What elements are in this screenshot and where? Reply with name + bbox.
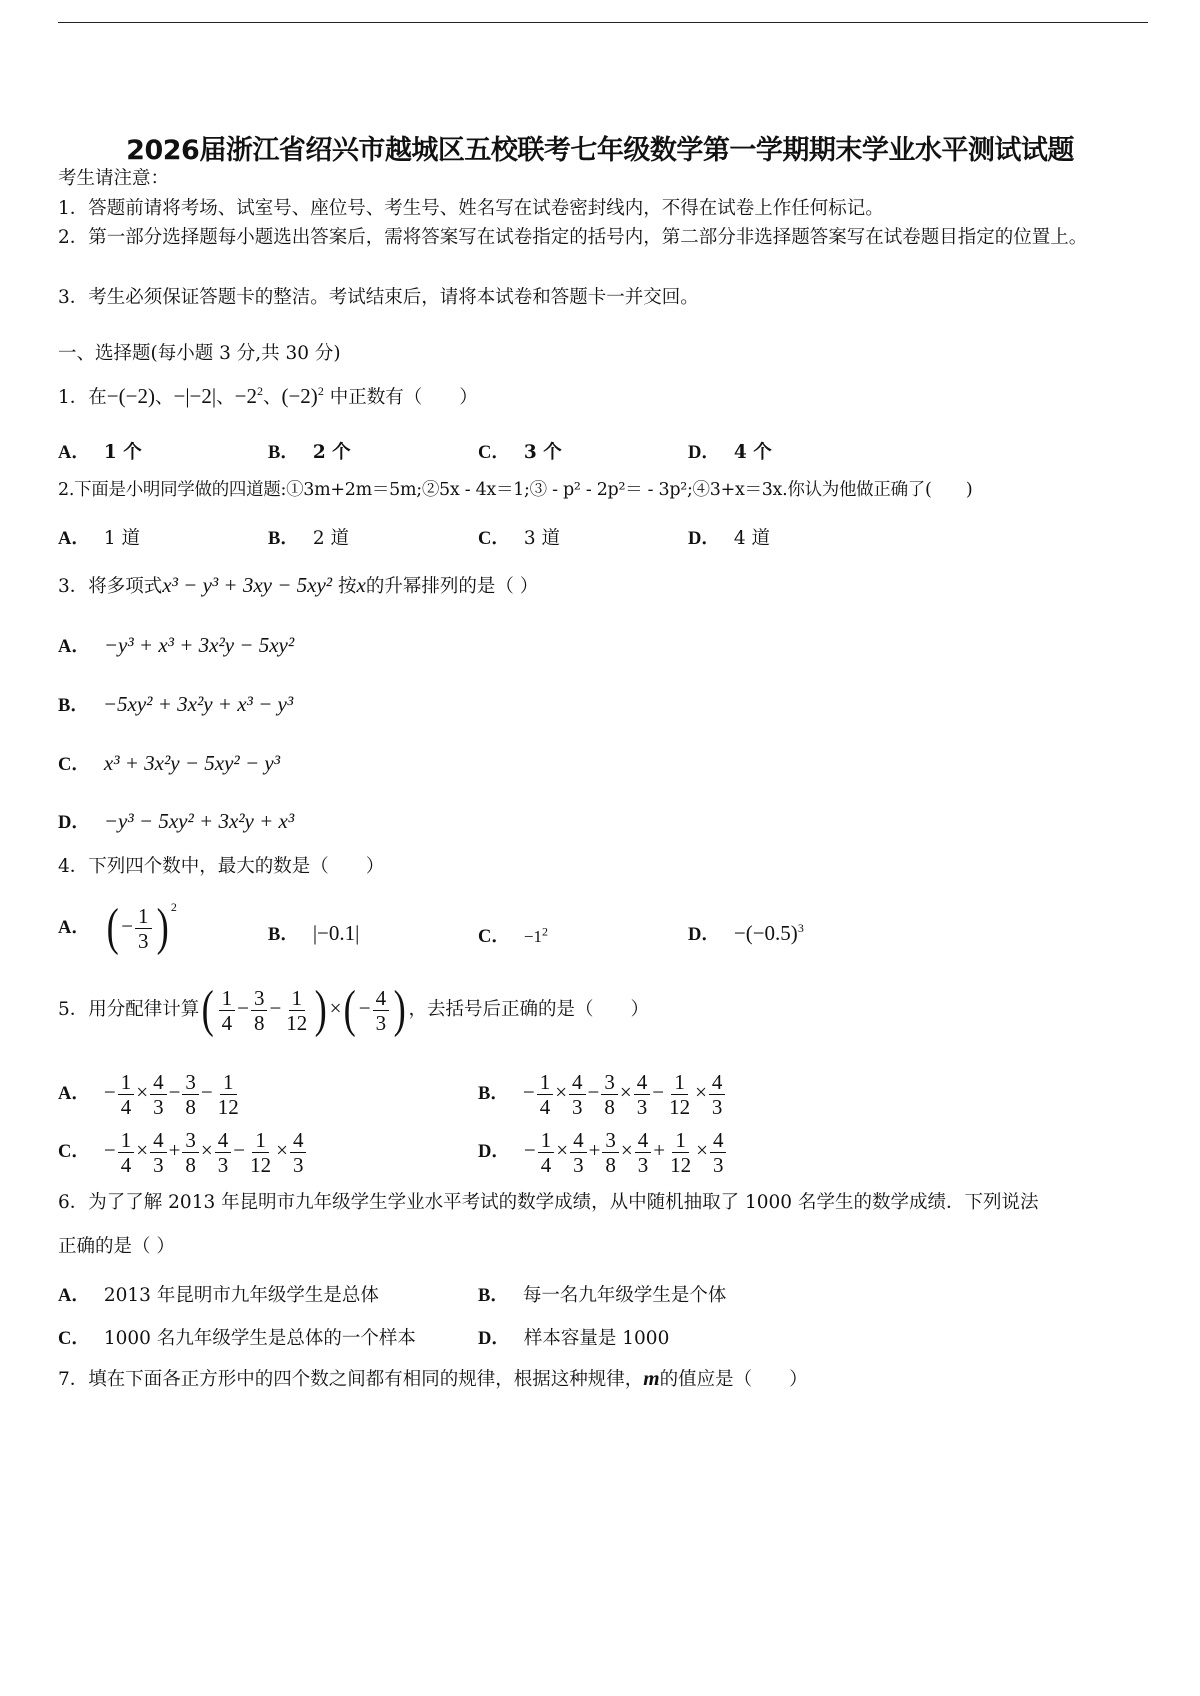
q5-option-a: A． − $\frac{1}{4}$ × $\frac{4}{3}$ − $\frac{3}{8}$ − $\frac{1}{12}$ [58,1070,239,1119]
q4-option-a: A． ( − $\frac{1}{3}$ ) $^2$ [58,899,177,957]
q1-option-c: C． 3 个 [478,442,562,463]
notice-item-1: 1．答题前请将考场、试室号、座位号、考生号、姓名写在试卷密封线内，不得在试卷上作任何标记。 [58,198,884,219]
question-3: 3．将多项式x³ − y³ + 3xy − 5xy² 按x的升幂排列的是（ ） [58,573,539,597]
q4-option-d: D． $-(-0.5)^3$ [688,921,804,945]
q1-option-b: B． 2 个 [268,442,351,463]
question-7: 7．填在下面各正方形中的四个数之间都有相同的规律，根据这种规律，m的值应是（ ） [58,1366,808,1390]
q3-option-a: A． −y³ + x³ + 3x²y − 5xy² [58,633,295,657]
q6-option-b: B． 每一名九年级学生是个体 [478,1285,727,1306]
header-rule [58,22,1148,23]
q4-option-c: C． $-1^2$ [478,924,548,947]
q2-option-a: A． 1 道 [58,528,141,549]
q1-option-d: D． 4 个 [688,442,772,463]
q2-option-c: C． 3 道 [478,528,561,549]
q3-option-b: B． −5xy² + 3x²y + x³ − y³ [58,692,294,716]
notice-item-3: 3．考生必须保证答题卡的整洁。考试结束后，请将本试卷和答题卡一并交回。 [58,287,699,308]
q6-option-d: D． 样本容量是 1000 [478,1328,670,1349]
question-5: 5．用分配律计算( $\frac{1}{4}$ − $\frac{3}{8}$ − $\frac{1}{12}$ ) ×( − $\frac{4}{3}$ ) ，去括号后正确的是（ ） [58,981,649,1038]
notice-item-2: 2．第一部分选择题每小题选出答案后，需将答案写在试卷指定的括号内，第二部分非选择题答案写在试卷题目指定的位置上。 [58,227,1088,248]
page-title: 2026届浙江省绍兴市越城区五校联考七年级数学第一学期期末学业水平测试试题 [126,135,1074,166]
question-1: 1．在−(−2)、−|−2|、$-2^2$、$(-2)^2$ 中正数有（ ） [58,384,478,408]
q3-option-c: C． x³ + 3x²y − 5xy² − y³ [58,751,280,775]
q3-option-d: D． −y³ − 5xy² + 3x²y + x³ [58,809,295,833]
section-heading: 一、选择题(每小题 3 分,共 30 分) [58,343,341,364]
notice-heading: 考生请注意： [58,168,170,189]
q2-option-d: D． 4 道 [688,528,771,549]
question-6-line-1: 6．为了了解 2013 年昆明市九年级学生学业水平考试的数学成绩，从中随机抽取了 1000 名学生的数学成绩．下列说法 [58,1192,1039,1213]
q5-option-b: B． − $\frac{1}{4}$ × $\frac{4}{3}$ − $\frac{3}{8}$ × $\frac{4}{3}$ − $\frac{1}{12}$ × $\frac{4}{3}$ [478,1070,727,1119]
q4-option-b: B． |−0.1| [268,921,360,945]
q5-option-d: D． − $\frac{1}{4}$ × $\frac{4}{3}$ + $\frac{3}{8}$ × $\frac{4}{3}$ + $\frac{1}{12}$ × $\frac{4}{3}$ [478,1128,728,1177]
question-2: 2.下面是小明同学做的四道题:①3m+2m＝5m;②5x - 4x＝1;③ - p² - 2p²＝ - 3p²;④3+x＝3x.你认为他做正确了( ) [58,480,973,500]
q6-option-c: C． 1000 名九年级学生是总体的一个样本 [58,1328,416,1349]
q2-option-b: B． 2 道 [268,528,349,549]
q5-option-c: C． − $\frac{1}{4}$ × $\frac{4}{3}$ + $\frac{3}{8}$ × $\frac{4}{3}$ − $\frac{1}{12}$ × $\frac{4}{3}$ [58,1128,308,1177]
q6-option-a: A． 2013 年昆明市九年级学生是总体 [58,1285,379,1306]
question-4: 4．下列四个数中，最大的数是（ ） [58,856,385,877]
question-6-line-2: 正确的是（ ） [58,1236,175,1257]
q1-option-a: A． 1 个 [58,442,142,463]
